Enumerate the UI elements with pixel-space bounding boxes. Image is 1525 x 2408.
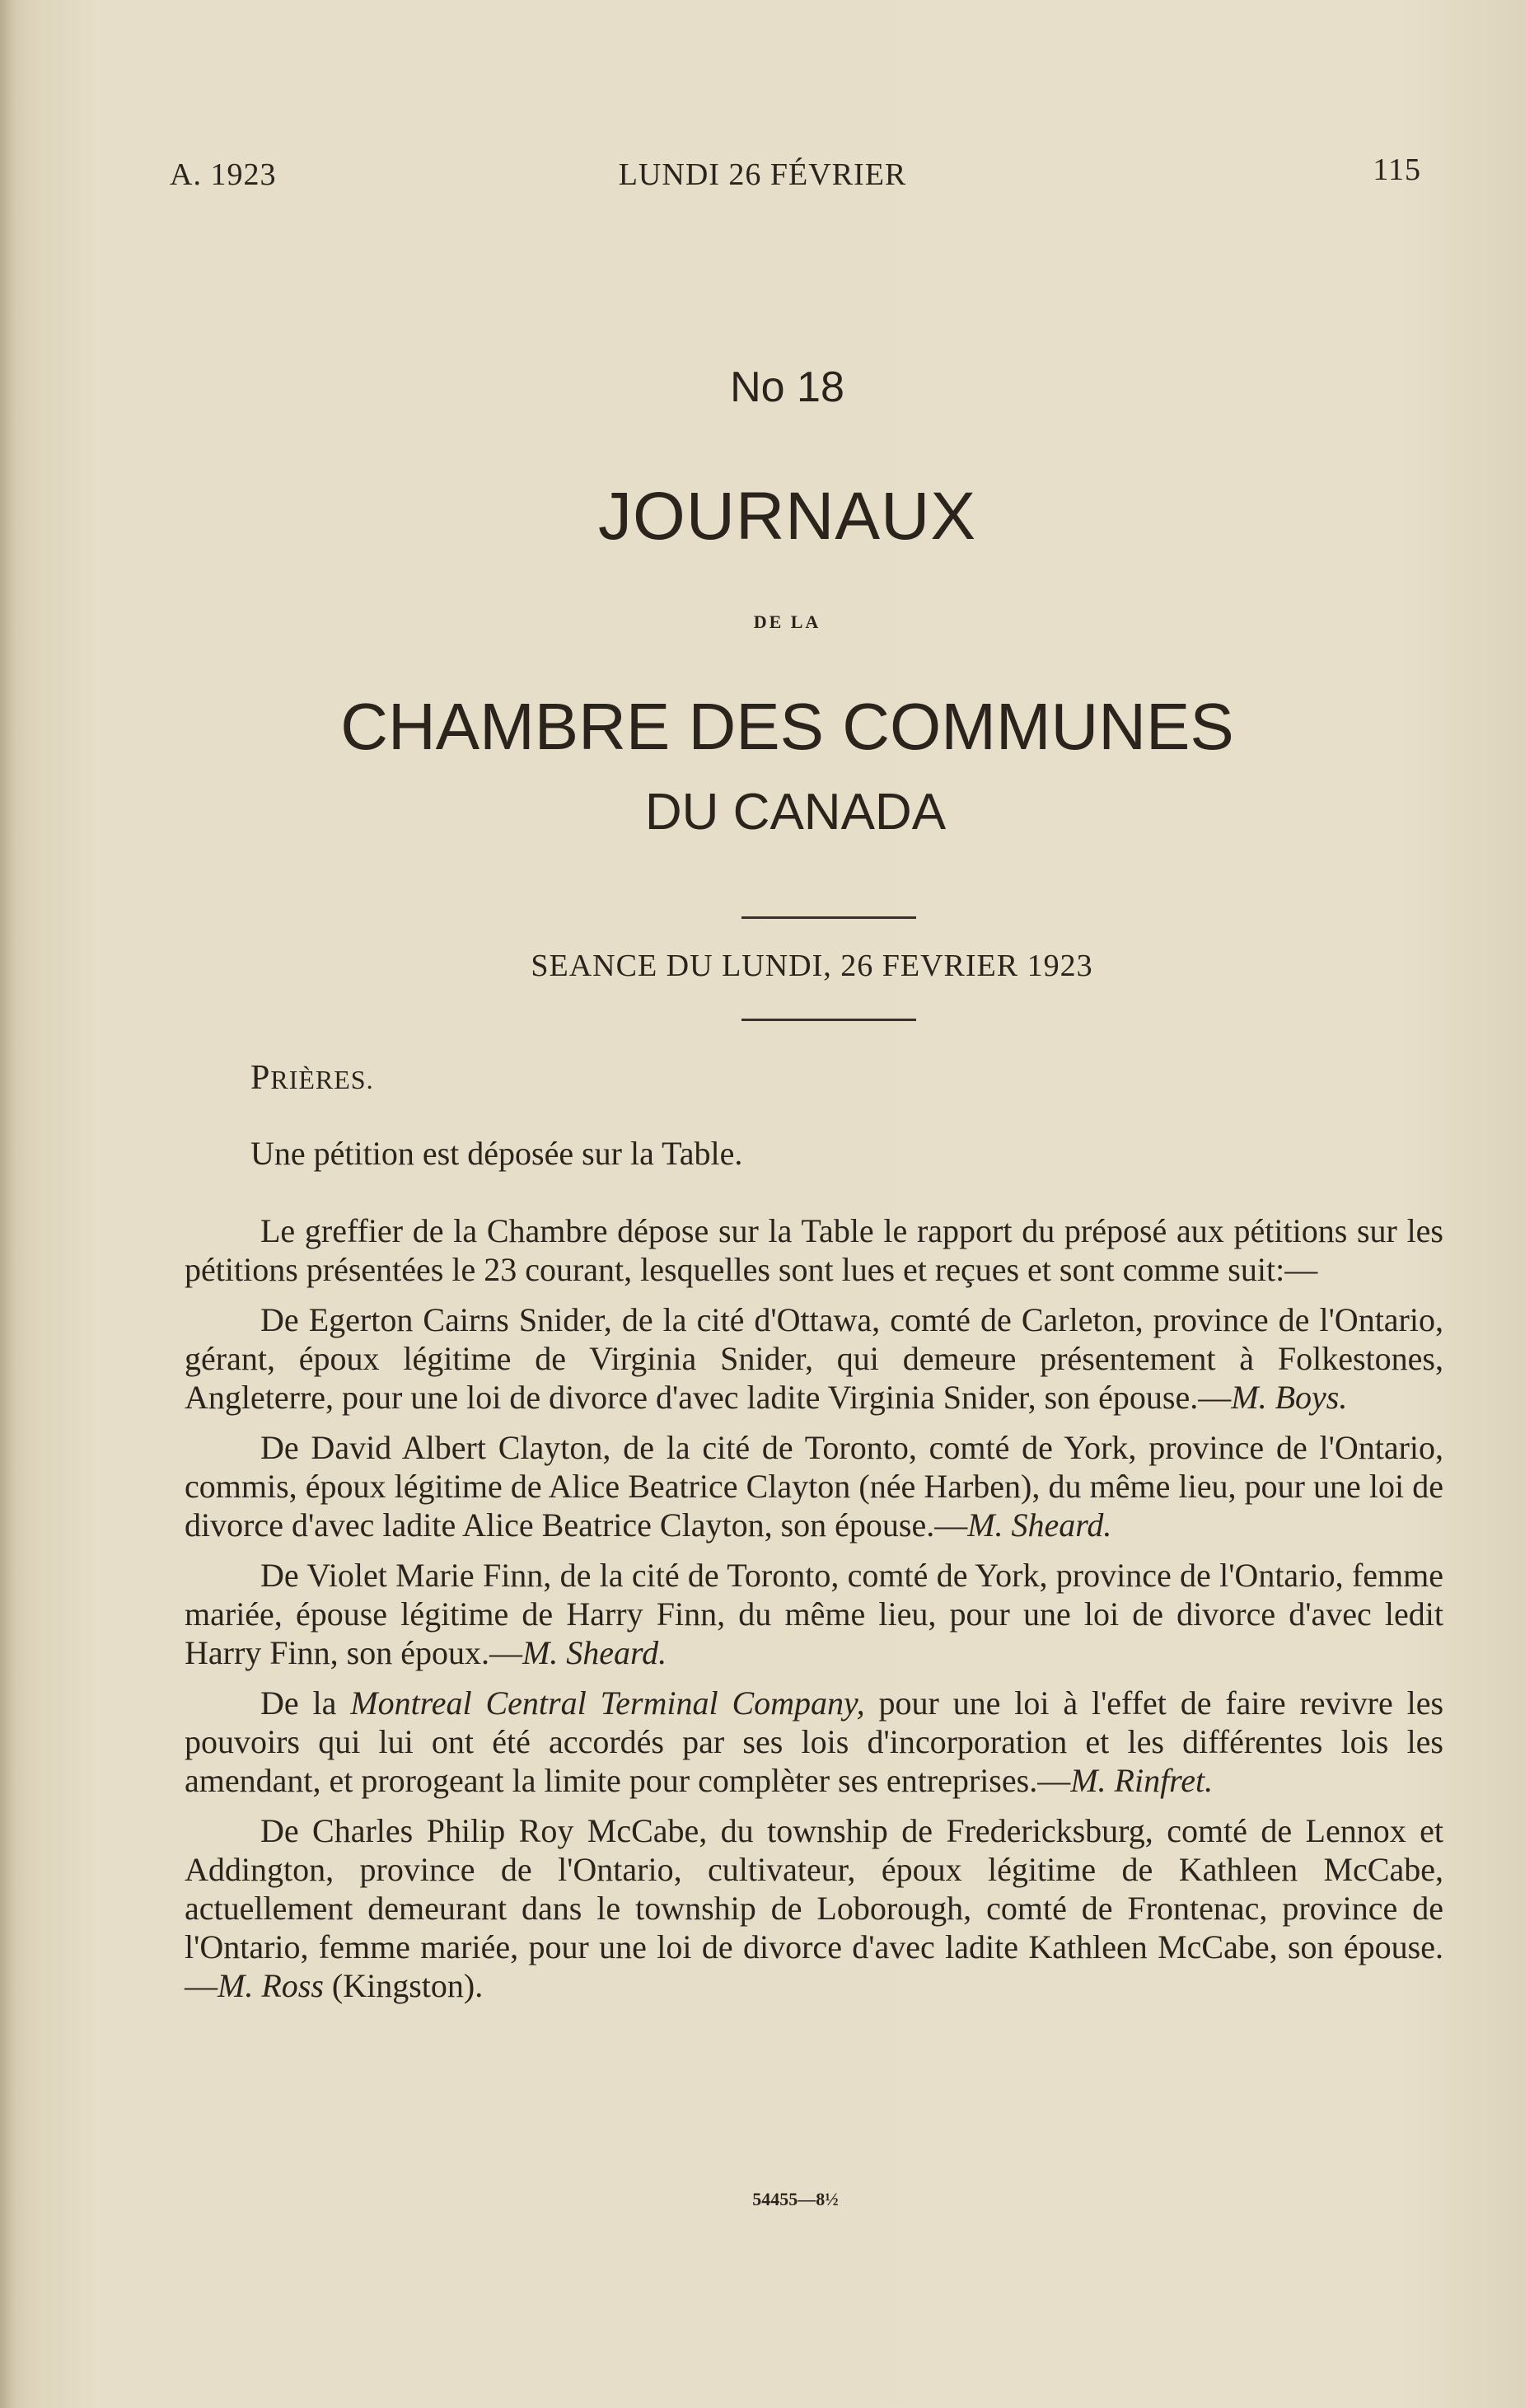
petition-item bbox=[185, 1684, 1443, 1800]
chamber-title: CHAMBRE DES COMMUNES bbox=[340, 690, 1234, 763]
divider-top bbox=[741, 916, 916, 919]
petitions-body bbox=[185, 1211, 1443, 2017]
header-date: LUNDI 26 FÉVRIER bbox=[618, 157, 907, 192]
prayers-text: PRIÈRES. bbox=[250, 1059, 374, 1097]
petition-item bbox=[185, 1428, 1443, 1544]
member-name: M. Rinfret. bbox=[1070, 1762, 1214, 1799]
country-title: DU CANADA bbox=[644, 784, 947, 841]
petition-item bbox=[185, 1300, 1443, 1417]
session-heading: SEANCE DU LUNDI, 26 FEVRIER 1923 bbox=[531, 949, 1093, 983]
paragraph-text: De Violet Marie Finn, de la cité de Toronto, comté de York, province de l'Ontario, femme mariée, épouse légitime de Harry Finn, du même lieu, pour une loi de divorce d'avec ledit Harry Finn, son époux.— bbox=[185, 1557, 1443, 1671]
member-name: M. Sheard. bbox=[522, 1634, 667, 1671]
divider-bottom bbox=[741, 1019, 916, 1021]
issue-number: No 18 bbox=[730, 363, 844, 411]
header-year: A. 1923 bbox=[170, 157, 277, 192]
paragraph-text: pour une loi à l'effet de faire revivre les pouvoirs qui lui ont été accordés par ses lois d'incorporation et les différentes lois les amendant, et prorogeant la limite pour complèter ses entreprises.— bbox=[185, 1684, 1444, 1799]
petition-item bbox=[185, 1556, 1443, 1672]
member-name: M. Boys. bbox=[1231, 1379, 1348, 1416]
petition-line: Une pétition est déposée sur la Table. bbox=[250, 1135, 743, 1172]
page-binding-edge bbox=[0, 0, 15, 2408]
paragraph-text: De Egerton Cairns Snider, de la cité d'Ottawa, comté de Carleton, province de l'Ontario, gérant, époux légitime de Virginia Snider, qui demeure présentement à Folkestones, Angleterre, pour une loi de divorce d'avec ladite Virginia Snider, son épouse.— bbox=[185, 1301, 1443, 1416]
member-name: M. Ross bbox=[218, 1967, 324, 2004]
print-code: 54455—8½ bbox=[752, 2189, 839, 2209]
paragraph-text: De Charles Philip Roy McCabe, du township de Fredericksburg, comté de Lennox et Addington, province de l'Ontario, cultivateur, époux légitime de Kathleen McCabe, actuellement demeurant dans le township de Loborough, comté de Frontenac, province de l'Ontario, femme mariée, pour une loi de divorce d'avec ladite Kathleen McCabe, son épouse.— bbox=[185, 1812, 1443, 2004]
page-number: 115 bbox=[1373, 152, 1421, 187]
journal-title: JOURNAUX bbox=[597, 479, 977, 554]
company-name: Montreal Central Terminal Company, bbox=[350, 1684, 865, 1722]
petition-item bbox=[185, 1811, 1443, 2005]
paragraph-intro bbox=[185, 1211, 1443, 1289]
member-riding: (Kingston). bbox=[323, 1967, 484, 2004]
prayers-heading bbox=[250, 1058, 374, 1098]
paragraph-text: De David Albert Clayton, de la cité de Toronto, comté de York, province de l'Ontario, commis, époux légitime de Alice Beatrice Clayton (née Harben), du même lieu, pour une loi de divorce d'avec ladite Alice Beatrice Clayton, son épouse.— bbox=[185, 1429, 1443, 1544]
paragraph-text: Le greffier de la Chambre dépose sur la Table le rapport du préposé aux pétitions sur les pétitions présentées le 23 courant, lesquelles sont lues et reçues et sont comme suit:— bbox=[185, 1212, 1443, 1288]
title-de-la: DE LA bbox=[753, 611, 821, 632]
member-name: M. Sheard. bbox=[967, 1506, 1112, 1544]
paragraph-text: De la bbox=[260, 1684, 351, 1722]
